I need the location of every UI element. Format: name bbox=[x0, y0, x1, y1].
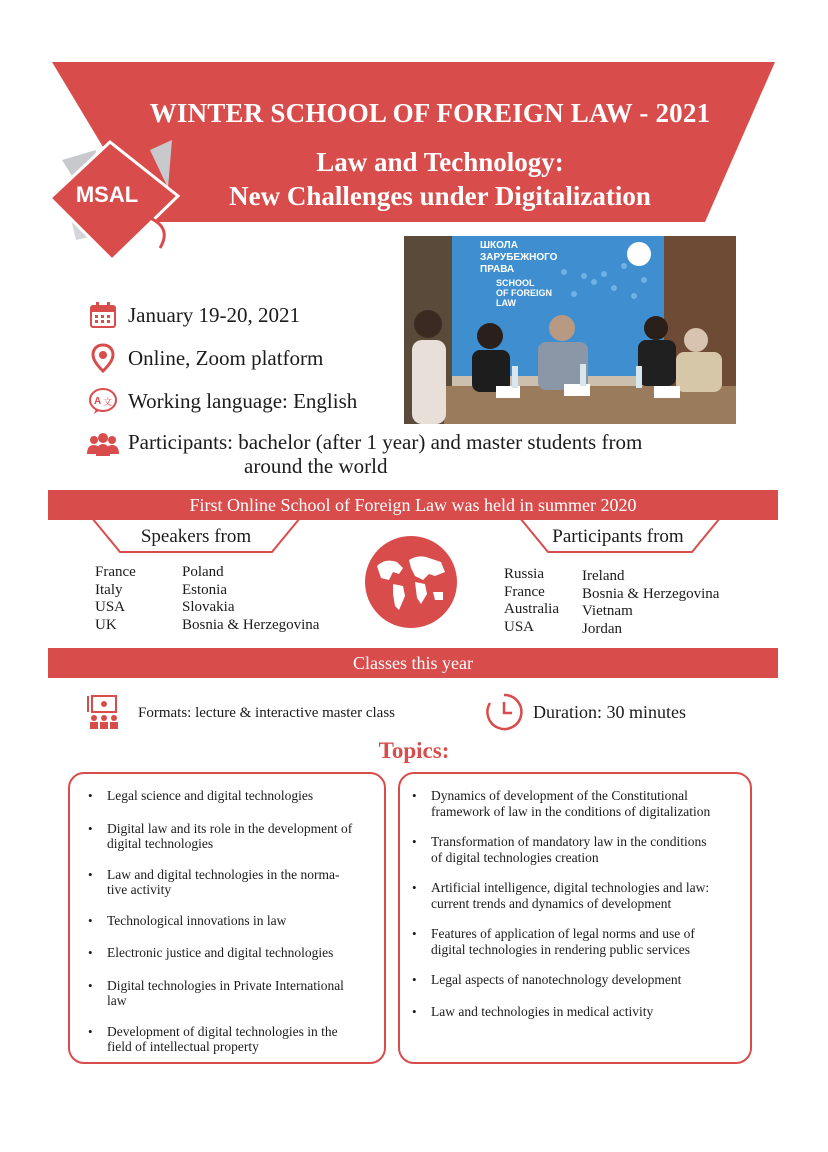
backdrop-text-5: OF FOREIGN bbox=[496, 288, 552, 298]
topic-item bbox=[406, 788, 748, 819]
topic-item bbox=[406, 972, 748, 988]
topic-line: tive activity bbox=[107, 882, 172, 897]
topic-line: • Legal science and digital technologies bbox=[107, 788, 314, 803]
speaker-country: Bosnia & Herzegovina bbox=[182, 616, 320, 633]
participant-country: Jordan bbox=[582, 620, 622, 637]
topic-item bbox=[82, 788, 378, 804]
topic-line: law bbox=[107, 993, 127, 1008]
banner-subtitle-line2: New Challenges under Digitalization bbox=[229, 181, 651, 211]
duration-text: Duration: 30 minutes bbox=[533, 702, 686, 722]
event-photo bbox=[404, 236, 736, 424]
classes-bar: Classes this year bbox=[48, 648, 778, 678]
topic-line: • Artificial intelligence, digital technologies and law: bbox=[431, 880, 710, 895]
participant-country: Australia bbox=[504, 601, 559, 617]
location-text: Online, Zoom platform bbox=[128, 346, 324, 370]
topic-line: • Technological innovations in law bbox=[107, 912, 287, 928]
banner-subtitle bbox=[180, 145, 700, 213]
topic-item bbox=[82, 978, 378, 1009]
info-language bbox=[86, 386, 357, 416]
participants-col2 bbox=[582, 568, 719, 638]
participant-country: Russia bbox=[504, 566, 545, 582]
location-pin-icon bbox=[86, 343, 120, 373]
topic-line: • Features of application of legal norms and use of bbox=[431, 926, 695, 941]
topic-line: • Digital technologies in Private International bbox=[107, 977, 344, 993]
participant-country: Bosnia & Herzegovina bbox=[582, 585, 720, 602]
backdrop-text-3: ПРАВА bbox=[480, 264, 515, 275]
presentation-icon bbox=[86, 694, 122, 730]
topic-line: • Transformation of mandatory law in the conditions bbox=[431, 834, 707, 849]
speakers-col2 bbox=[182, 564, 319, 634]
backdrop-text-2: ЗАРУБЕЖНОГО bbox=[480, 252, 558, 263]
header-banner bbox=[0, 0, 828, 260]
topics-left-box bbox=[68, 772, 386, 1064]
topics-left-list bbox=[82, 788, 378, 1055]
speaker-country: Slovakia bbox=[182, 599, 235, 615]
topic-line: • Development of digital technologies in the bbox=[107, 1023, 338, 1039]
topic-line: • Electronic justice and digital technologies bbox=[107, 945, 334, 960]
topic-item bbox=[82, 1024, 378, 1055]
banner-subtitle-line1: Law and Technology: bbox=[316, 147, 564, 177]
topic-item bbox=[406, 834, 748, 865]
topic-item bbox=[406, 1004, 748, 1020]
info-participants bbox=[86, 430, 642, 478]
topic-item bbox=[82, 913, 378, 929]
formats-text: Formats: lecture & interactive master class bbox=[138, 705, 395, 721]
topic-item bbox=[406, 926, 748, 957]
topic-item bbox=[406, 880, 748, 911]
globe-icon bbox=[363, 534, 459, 630]
clock-icon bbox=[484, 692, 524, 732]
participant-country: USA bbox=[504, 618, 535, 635]
participant-country: Vietnam bbox=[582, 603, 633, 619]
msal-logo-text: MSAL bbox=[75, 182, 139, 207]
topic-line: digital technologies in rendering public services bbox=[431, 941, 691, 957]
translate-icon bbox=[86, 386, 120, 416]
topic-line: current trends and dynamics of development bbox=[431, 895, 672, 911]
speaker-country: Estonia bbox=[182, 581, 227, 598]
topic-item bbox=[82, 867, 378, 898]
summer-bar: First Online School of Foreign Law was held in summer 2020 bbox=[48, 490, 778, 520]
backdrop-text-4: SCHOOL bbox=[496, 278, 535, 288]
date-text: January 19-20, 2021 bbox=[128, 303, 301, 327]
topic-line: • Law and technologies in medical activity bbox=[431, 1003, 654, 1019]
topic-line: • Dynamics of development of the Constitutional bbox=[431, 788, 688, 803]
people-icon bbox=[86, 430, 120, 460]
topic-line: • Legal aspects of nanotechnology development bbox=[431, 972, 682, 987]
backdrop-text-1: ШКОЛА bbox=[480, 240, 518, 251]
participants-line1: Participants: bachelor (after 1 year) and master students from bbox=[128, 430, 643, 454]
participants-heading: Participants from bbox=[552, 526, 684, 547]
speakers-col1 bbox=[95, 564, 136, 634]
speaker-country: France bbox=[95, 564, 136, 580]
topic-line: framework of law in the conditions of digitalization bbox=[431, 803, 711, 819]
info-location bbox=[86, 343, 323, 373]
participant-country: France bbox=[504, 583, 545, 600]
topic-line: • Law and digital technologies in the norma- bbox=[107, 866, 340, 882]
participants-text bbox=[128, 430, 642, 478]
participant-country: Ireland bbox=[582, 568, 625, 584]
language-text: Working language: English bbox=[128, 389, 358, 413]
topic-item bbox=[82, 821, 378, 852]
svg-text:A: A bbox=[94, 396, 102, 407]
svg-text:文: 文 bbox=[103, 398, 113, 408]
topic-line: • Digital law and its role in the development of bbox=[107, 820, 353, 836]
topic-line: of digital technologies creation bbox=[431, 849, 599, 865]
participants-col1 bbox=[504, 566, 559, 636]
banner-title: WINTER SCHOOL OF FOREIGN LAW - 2021 bbox=[149, 98, 711, 128]
topic-item bbox=[82, 945, 378, 961]
speaker-country: UK bbox=[95, 616, 117, 633]
topics-right-list bbox=[406, 788, 748, 1019]
participants-line2: around the world bbox=[244, 454, 388, 478]
topic-line: field of intellectual property bbox=[107, 1039, 259, 1054]
speakers-heading: Speakers from bbox=[140, 526, 252, 547]
calendar-icon bbox=[86, 300, 120, 330]
topics-right-box bbox=[398, 772, 752, 1064]
speaker-country: USA bbox=[95, 599, 126, 615]
info-date bbox=[86, 300, 300, 330]
speaker-country: Poland bbox=[182, 564, 224, 580]
speaker-country: Italy bbox=[95, 581, 123, 598]
topic-line: digital technologies bbox=[107, 836, 214, 851]
topics-heading: Topics: bbox=[378, 738, 450, 763]
backdrop-text-6: LAW bbox=[496, 298, 516, 308]
